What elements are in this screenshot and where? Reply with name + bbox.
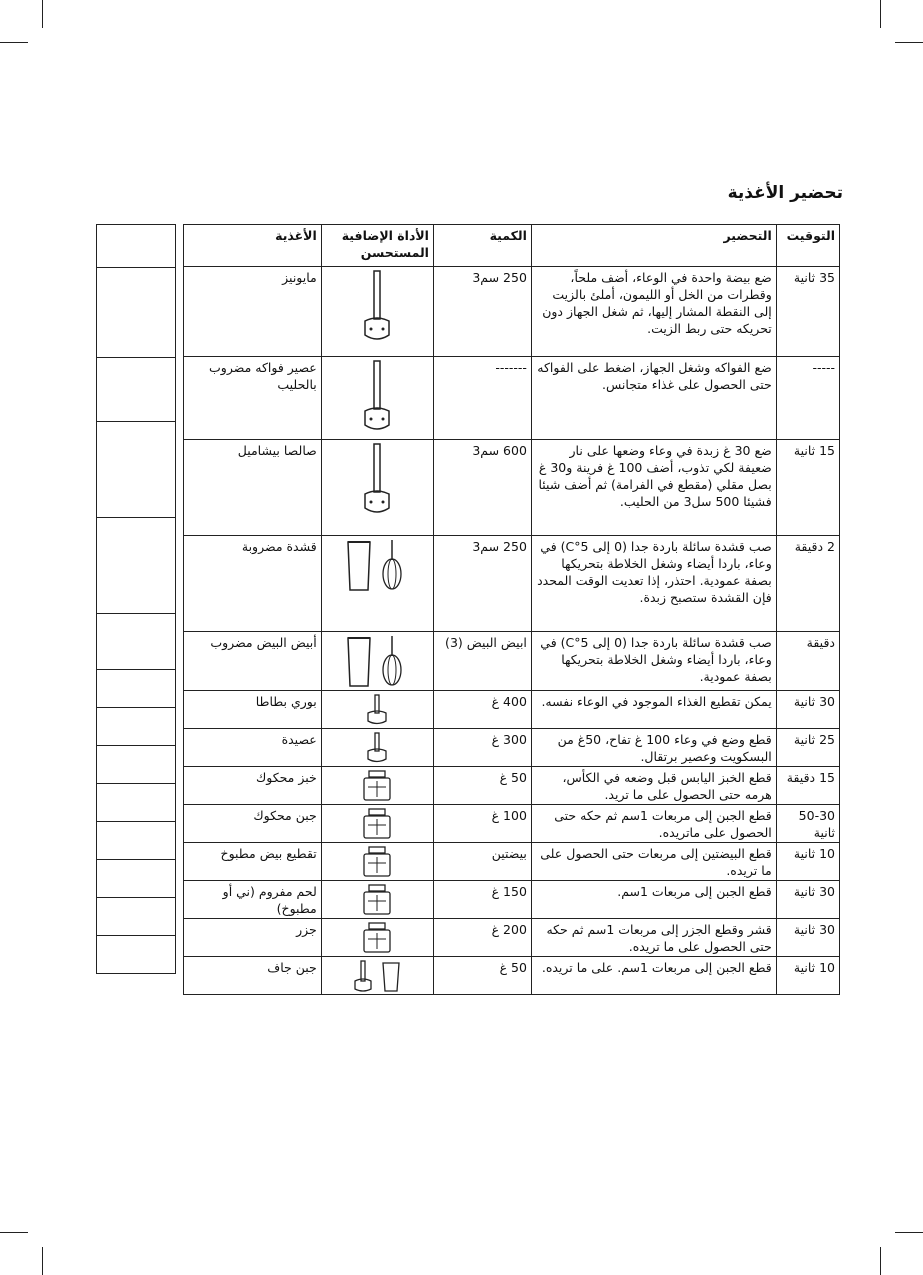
cell-qty: ------- [433, 357, 531, 440]
table-row [184, 881, 840, 919]
table-row [184, 536, 840, 632]
cell-time: 15 دقيقة [776, 767, 839, 805]
table-header-row [184, 225, 840, 267]
cell-food: خبز محكوك [184, 767, 322, 805]
side-cell [97, 821, 175, 859]
side-cell [97, 357, 175, 421]
blender-foot-small-icon [362, 731, 392, 765]
cell-qty: 100 غ [433, 805, 531, 843]
beaker-and-whisk-icon [342, 538, 412, 594]
cell-qty: 50 غ [433, 957, 531, 995]
blender-foot-small-icon [362, 693, 392, 727]
table-row [184, 729, 840, 767]
cell-prep: صب قشدة سائلة باردة جدا (0 إلى C°5) في وعاء، باردا أيضاء وشغل الخلاطة بتحريكها بصفة عمودية. [531, 632, 776, 691]
crop-mark [895, 42, 923, 43]
cell-time: 10 ثانية [776, 957, 839, 995]
blender-foot-icon [357, 269, 397, 349]
cell-time: ----- [776, 357, 839, 440]
cell-tool [321, 805, 433, 843]
beaker-and-whisk-icon [342, 634, 412, 690]
cell-food: صالصا بيشاميل [184, 440, 322, 536]
cell-qty: بيضتين [433, 843, 531, 881]
cell-qty: 250 سم3 [433, 536, 531, 632]
cell-food: عصيدة [184, 729, 322, 767]
side-cell [97, 897, 175, 935]
chopper-bowl-icon [360, 921, 394, 955]
table-row [184, 957, 840, 995]
cell-time: 30 ثانية [776, 691, 839, 729]
header-prep: التحضير [531, 225, 776, 267]
cell-food: جبن جاف [184, 957, 322, 995]
cell-prep: ضع 30 غ زبدة في وعاء وضعها على نار ضعيفة لكي تذوب، أضف 100 غ فرينة و30 غ بصل مقلي (مقطع في الفرامة) ثم أضف شيئا فشيئا 500 سل3 من الحليب. [531, 440, 776, 536]
cell-qty: 250 سم3 [433, 267, 531, 357]
cell-time: 30 ثانية [776, 881, 839, 919]
chopper-bowl-icon [360, 883, 394, 917]
cell-tool [321, 632, 433, 691]
cell-tool [321, 767, 433, 805]
table-row [184, 767, 840, 805]
side-cell [97, 745, 175, 783]
cell-qty: 300 غ [433, 729, 531, 767]
cell-time: 35 ثانية [776, 267, 839, 357]
cell-time: 10 ثانية [776, 843, 839, 881]
cell-prep: قطع الخبز اليابس قبل وضعه في الكأس، هرمه حتى الحصول على ما تريد. [531, 767, 776, 805]
cell-qty: 150 غ [433, 881, 531, 919]
side-cell [97, 421, 175, 517]
cell-qty: 50 غ [433, 767, 531, 805]
side-cell [97, 859, 175, 897]
cell-prep: قطع وضع في وعاء 100 غ تفاح، 50غ من البسكويت وعصير برتقال. [531, 729, 776, 767]
side-cell [97, 225, 175, 267]
header-tool: الأداة الإضافية المستحسن [321, 225, 433, 267]
cell-tool [321, 957, 433, 995]
crop-mark [880, 1247, 881, 1275]
cell-time: 15 ثانية [776, 440, 839, 536]
side-column-empty [96, 224, 176, 974]
cell-tool [321, 536, 433, 632]
cell-food: قشدة مضروبة [184, 536, 322, 632]
cell-food: عصير فواكه مضروب بالحليب [184, 357, 322, 440]
blender-foot-icon [357, 442, 397, 522]
cell-food: جبن محكوك [184, 805, 322, 843]
table-row [184, 440, 840, 536]
cell-time: 30 ثانية [776, 919, 839, 957]
table-row [184, 691, 840, 729]
side-cell [97, 783, 175, 821]
food-prep-table [183, 224, 840, 995]
cell-tool [321, 919, 433, 957]
cell-food: جزر [184, 919, 322, 957]
table-row [184, 357, 840, 440]
cell-prep: ضع الفواكه وشغل الجهاز، اضغط على الفواكه حتى الحصول على غذاء متجانس. [531, 357, 776, 440]
page-title: تحضير الأغذية [727, 183, 843, 203]
foot-and-beaker-icon [347, 959, 407, 993]
side-cell [97, 613, 175, 669]
cell-food: أبيض البيض مضروب [184, 632, 322, 691]
table-row [184, 919, 840, 957]
cell-prep: قطع البيضتين إلى مربعات حتى الحصول على ما تريده. [531, 843, 776, 881]
side-cell [97, 669, 175, 707]
cell-qty: 600 سم3 [433, 440, 531, 536]
cell-tool [321, 881, 433, 919]
cell-food: مايونيز [184, 267, 322, 357]
cell-tool [321, 729, 433, 767]
chopper-bowl-icon [360, 845, 394, 879]
side-cell [97, 707, 175, 745]
crop-mark [42, 0, 43, 28]
cell-time: 25 ثانية [776, 729, 839, 767]
cell-food: لحم مفروم (ني أو مطبوخ) [184, 881, 322, 919]
table-row [184, 805, 840, 843]
cell-prep: يمكن تقطيع الغذاء الموجود في الوعاء نفسه. [531, 691, 776, 729]
cell-food: تقطيع بيض مطبوخ [184, 843, 322, 881]
cell-prep: قطع الجبن إلى مربعات 1سم. على ما تريده. [531, 957, 776, 995]
table-row [184, 632, 840, 691]
crop-mark [0, 42, 28, 43]
side-cell [97, 267, 175, 357]
cell-tool [321, 691, 433, 729]
crop-mark [895, 1232, 923, 1233]
cell-time: 50-30 ثانية [776, 805, 839, 843]
cell-qty: 200 غ [433, 919, 531, 957]
chopper-bowl-icon [360, 807, 394, 841]
cell-tool [321, 843, 433, 881]
side-cell [97, 517, 175, 613]
cell-time: دقيقة [776, 632, 839, 691]
header-qty: الكمية [433, 225, 531, 267]
header-time: التوقيت [776, 225, 839, 267]
cell-qty: ابيض البيض (3) [433, 632, 531, 691]
table-row [184, 843, 840, 881]
cell-prep: ضع بيضة واحدة في الوعاء، أضف ملحاً، وقطرات من الخل أو الليمون، أملئ بالزيت إلى النقطة المشار إليها، ثم شغل الجهاز دون تحريكه حتى ربط الزيت. [531, 267, 776, 357]
cell-qty: 400 غ [433, 691, 531, 729]
header-food: الأغذية [184, 225, 322, 267]
cell-time: 2 دقيقة [776, 536, 839, 632]
side-cell [97, 935, 175, 973]
table-row [184, 267, 840, 357]
cell-tool [321, 440, 433, 536]
blender-foot-icon [357, 359, 397, 439]
cell-prep: صب قشدة سائلة باردة جدا (0 إلى C°5) في وعاء، باردا أيضاء وشغل الخلاطة بتحريكها بصفة عمودية. احتذر، إذا تعديت الوقت المحدد فإن القشدة ستصبح زبدة. [531, 536, 776, 632]
crop-mark [0, 1232, 28, 1233]
cell-tool [321, 267, 433, 357]
crop-mark [880, 0, 881, 28]
cell-prep: قطع الجبن إلى مربعات 1سم. [531, 881, 776, 919]
chopper-bowl-icon [360, 769, 394, 803]
crop-mark [42, 1247, 43, 1275]
cell-prep: قشر وقطع الجزر إلى مربعات 1سم ثم حكه حتى الحصول على ما تريده. [531, 919, 776, 957]
cell-tool [321, 357, 433, 440]
cell-food: بوري بطاطا [184, 691, 322, 729]
cell-prep: قطع الجبن إلى مربعات 1سم ثم حكه حتى الحصول على ماتريده. [531, 805, 776, 843]
